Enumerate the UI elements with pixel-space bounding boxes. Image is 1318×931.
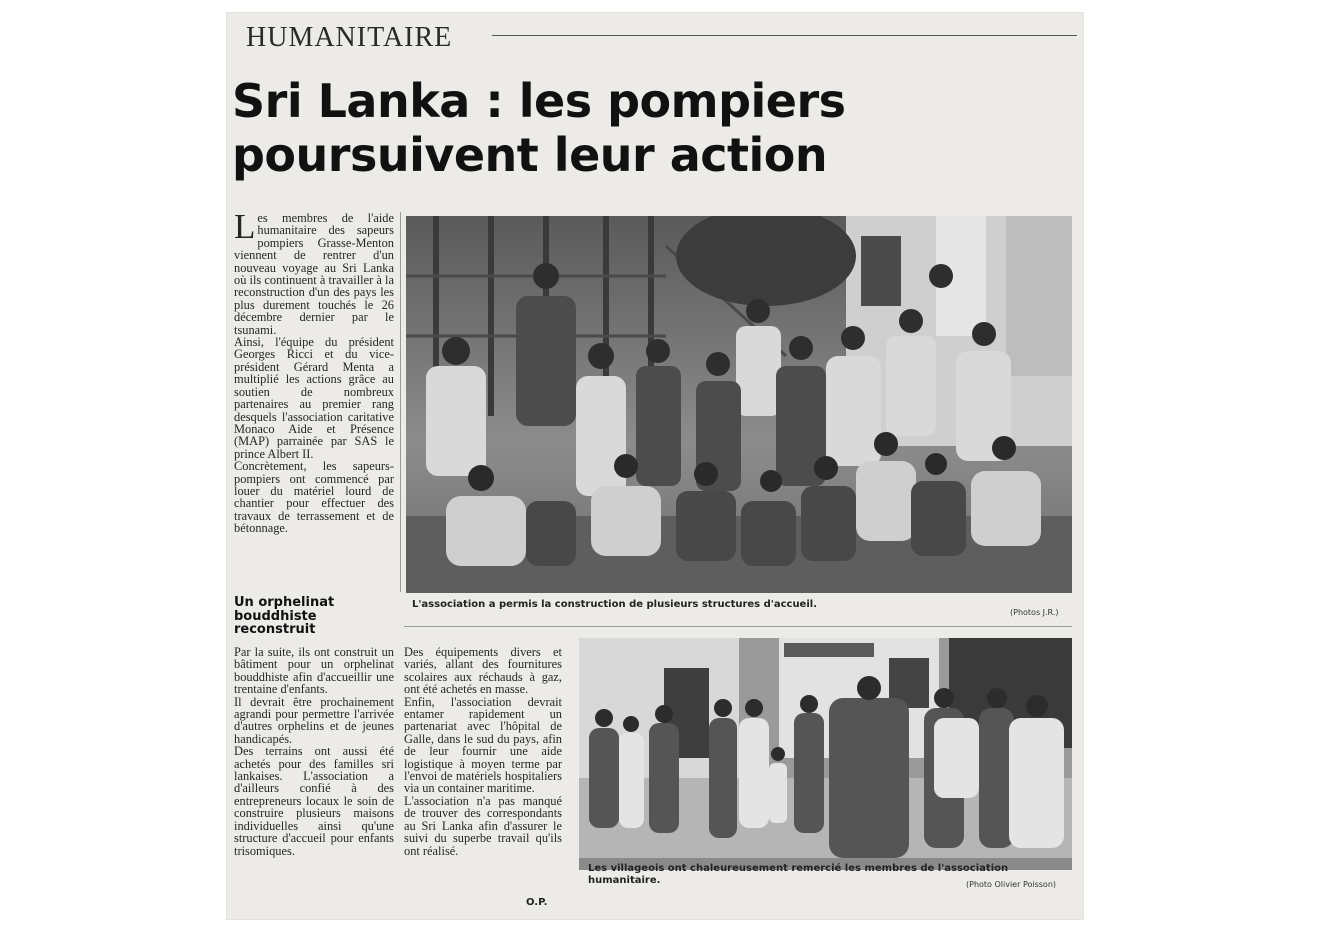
paragraph: Ainsi, l'équipe du président Georges Ricci et du vice-président Gérard Menta a multiplié les actions grâce au soutien de nombreux partenaires au premier rang desquels l'association caritative Monaco Aide et Présence (MAP) parrainée par SAS le prince Albert II. bbox=[234, 335, 394, 461]
paragraph: Les membres de l'aide humanitaire des sapeurs pompiers Grasse-Menton viennent de rentrer d'un nouveau voyage au Sri Lanka où ils continuent à travailler à la reconstruction d'un des pays les plus durement touchés le 26 décembre dernier par le tsunami. bbox=[234, 207, 394, 337]
article-headline: Sri Lanka : les pompiers poursuivent leur action bbox=[232, 74, 846, 182]
article-subhead: Un orphelinat bouddhiste reconstruit bbox=[234, 595, 335, 637]
author-signature: O.P. bbox=[526, 897, 548, 908]
photo-caption: Les villageois ont chaleureusement remercié les membres de l'association humanitaire. bbox=[588, 863, 1009, 886]
paragraph: Il devrait être prochainement agrandi pour permettre l'arrivée d'autres orphelins et de jeunes handicapés. bbox=[234, 694, 394, 746]
article-column-1 bbox=[234, 207, 394, 536]
newspaper-clipping bbox=[226, 12, 1084, 920]
paragraph: L'association n'a pas manqué de trouver des correspondants au Sri Lanka afin d'assurer le suivi du superbe travail qu'ils ont réalisé. bbox=[404, 793, 562, 858]
column-rule bbox=[400, 212, 401, 592]
photo-credit: (Photo Olivier Poisson) bbox=[966, 880, 1057, 889]
photo-credit: (Photos J.R.) bbox=[1010, 608, 1059, 617]
photo-caption: L'association a permis la construction de plusieurs structures d'accueil. bbox=[412, 599, 817, 610]
article-column-2 bbox=[404, 646, 562, 857]
paragraph: Des terrains ont aussi été achetés pour des familles sri lankaises. L'association a d'ailleurs confié à des entrepreneurs locaux le soin de construire plusieurs maisons individuelles ainsi qu'une structure d'accueil pour enfants trisomiques. bbox=[234, 744, 394, 858]
rubric-rule bbox=[492, 35, 1077, 36]
paragraph: Par la suite, ils ont construit un bâtiment pour un orphelinat bouddhiste afin d'accueillir une trentaine d'enfants. bbox=[234, 645, 394, 697]
paragraph: Des équipements divers et variés, allant des fournitures scolaires aux réchauds à gaz, ont été achetés en masse. bbox=[404, 645, 562, 697]
villagers-photo bbox=[579, 638, 1072, 870]
article-column-1b bbox=[234, 646, 394, 857]
group-photo bbox=[406, 216, 1072, 593]
paragraph: Enfin, l'association devrait entamer rapidement un partenariat avec l'hôpital de Galle, dans le sud du pays, afin de leur fournir une aide logistique à moyen terme par l'envoi de matériels hospitaliers via un container maritime. bbox=[404, 694, 562, 796]
section-rule bbox=[404, 626, 1072, 627]
paragraph: Concrètement, les sapeurs-pompiers ont commencé par louer du matériel lourd de chantier pour effectuer des travaux de terrassement et de bétonnage. bbox=[234, 459, 394, 536]
section-rubric: HUMANITAIRE bbox=[246, 22, 453, 53]
